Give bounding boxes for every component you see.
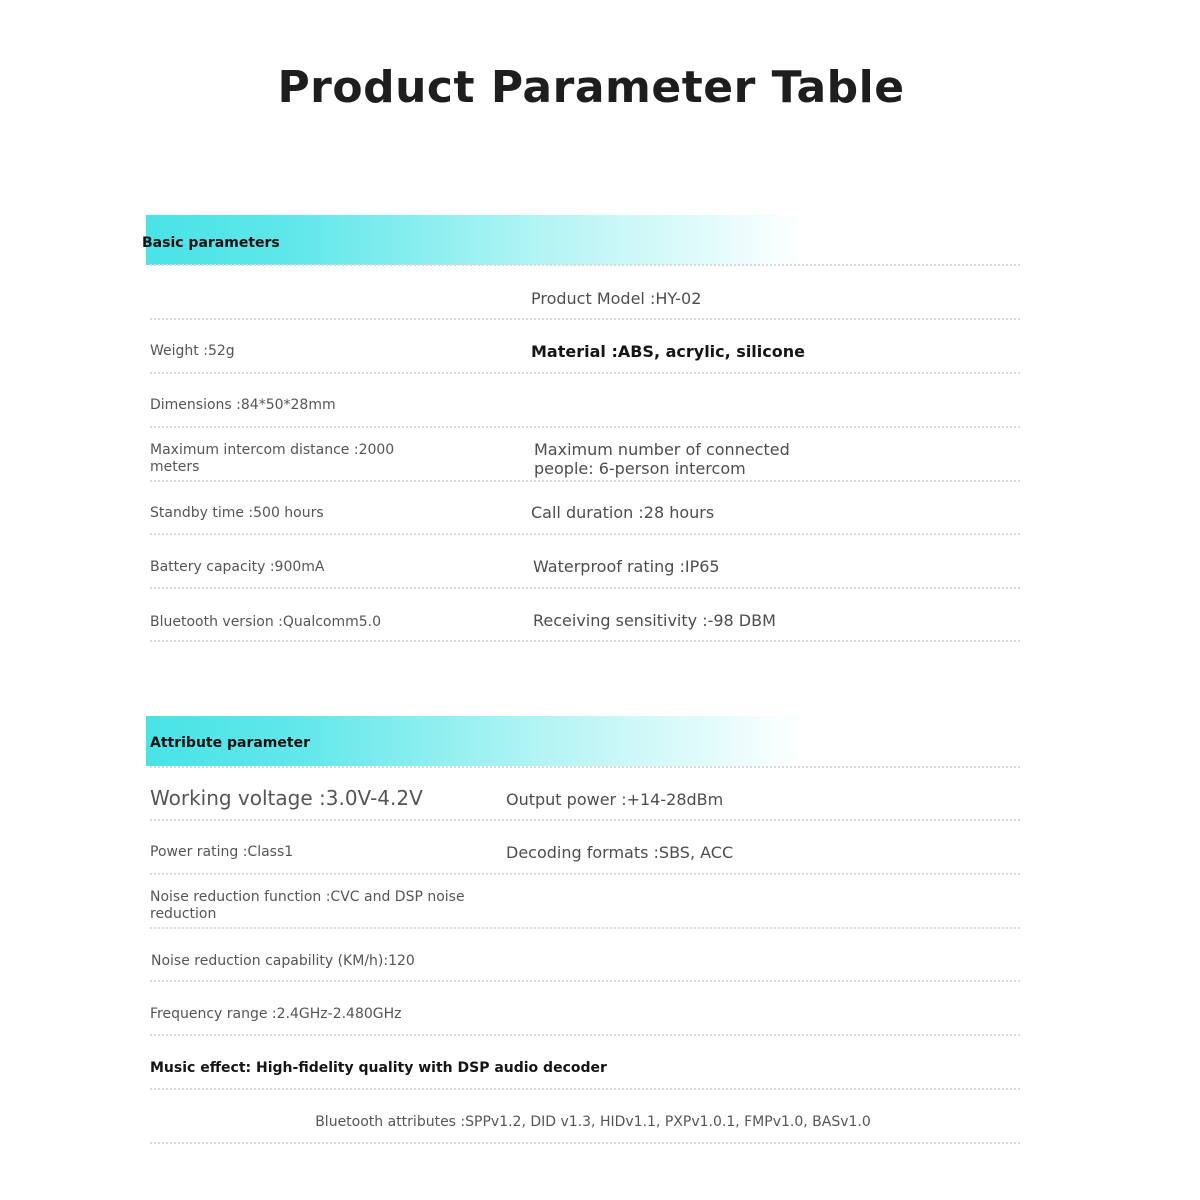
bluetooth-attributes: Bluetooth attributes :SPPv1.2, DID v1.3, HIDv1.1, PXPv1.0.1, FMPv1.0, BASv1.0 — [315, 1114, 871, 1130]
divider — [150, 426, 1020, 428]
divider — [150, 1088, 1020, 1090]
divider — [150, 264, 1020, 266]
divider — [150, 587, 1020, 589]
divider — [150, 318, 1020, 320]
divider — [150, 927, 1020, 929]
divider — [150, 766, 1020, 768]
standby-time: Standby time :500 hours — [150, 505, 324, 521]
basic-parameters-header — [142, 215, 806, 265]
page-title: Product Parameter Table — [277, 62, 905, 113]
divider — [150, 533, 1020, 535]
frequency-range: Frequency range :2.4GHz-2.480GHz — [150, 1006, 402, 1022]
basic-parameters-header-label: Basic parameters — [142, 235, 280, 251]
divider — [150, 372, 1020, 374]
output-power: Output power :+14-28dBm — [506, 790, 724, 809]
divider — [150, 480, 1020, 482]
noise-reduction-capability: Noise reduction capability (KM/h):120 — [151, 953, 415, 969]
waterproof-rating: Waterproof rating :IP65 — [533, 557, 720, 576]
decoding-formats: Decoding formats :SBS, ACC — [506, 843, 734, 862]
working-voltage: Working voltage :3.0V-4.2V — [150, 786, 423, 810]
max-intercom-distance: Maximum intercom distance :2000 meters — [150, 442, 395, 475]
divider — [150, 873, 1020, 875]
music-effect: Music effect: High-fidelity quality with DSP audio decoder — [150, 1060, 607, 1076]
attribute-parameter-header — [146, 716, 806, 766]
battery-capacity: Battery capacity :900mA — [150, 559, 325, 575]
divider — [150, 980, 1020, 982]
divider — [150, 1142, 1020, 1144]
material: Material :ABS, acrylic, silicone — [531, 342, 805, 361]
product-model: Product Model :HY-02 — [531, 289, 702, 308]
divider — [150, 819, 1020, 821]
divider — [150, 1034, 1020, 1036]
divider — [150, 640, 1020, 642]
max-connected-people: Maximum number of connected people: 6-person intercom — [534, 440, 790, 479]
bluetooth-version: Bluetooth version :Qualcomm5.0 — [150, 614, 382, 630]
attribute-parameter-header-label: Attribute parameter — [150, 735, 310, 751]
dimensions: Dimensions :84*50*28mm — [150, 397, 336, 413]
weight: Weight :52g — [150, 343, 235, 359]
receiving-sensitivity: Receiving sensitivity :-98 DBM — [533, 611, 776, 630]
power-rating: Power rating :Class1 — [150, 844, 294, 860]
noise-reduction-function: Noise reduction function :CVC and DSP noise reduction — [150, 889, 465, 922]
call-duration: Call duration :28 hours — [531, 503, 715, 522]
